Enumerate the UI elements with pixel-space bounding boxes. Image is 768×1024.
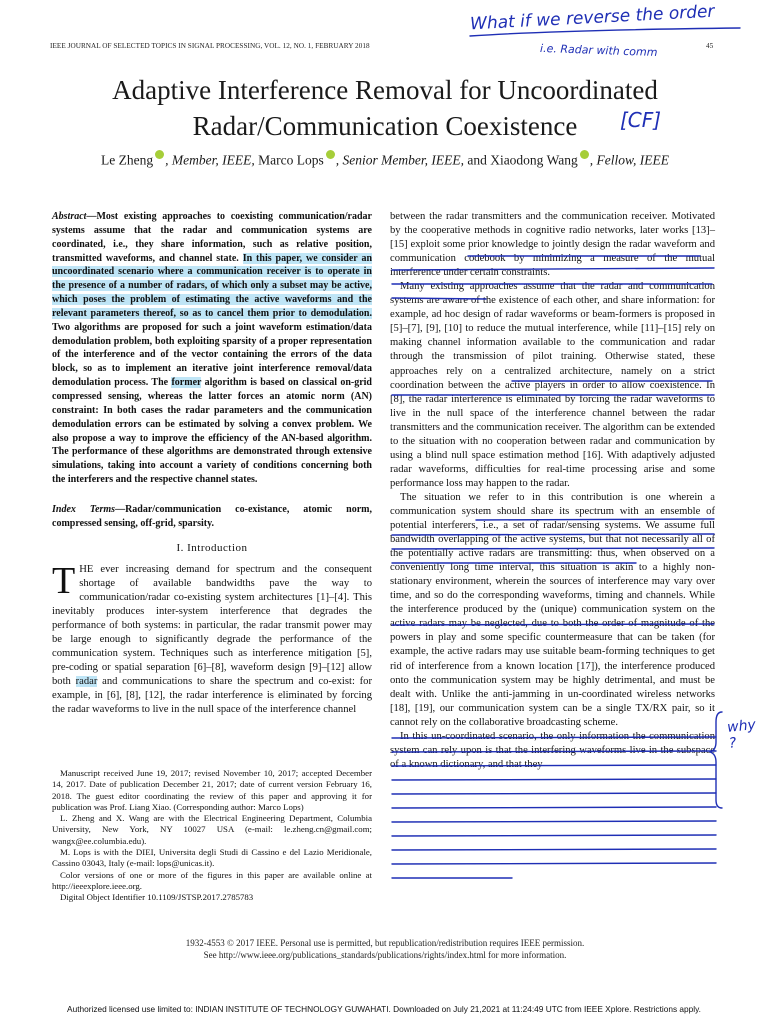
- abstract-highlight-1: In this paper, we consider an uncoordinated scenario where a communication receiver is to operate in the presence of a number of radars, of which only a subset may be active, which poses the problem of estimating the active waveforms and the relevant parameters thereof, so as to cancel them prior to demodulation.: [52, 252, 373, 319]
- author-1-name: Le Zheng: [101, 152, 154, 168]
- section-heading: I. Introduction: [176, 542, 248, 554]
- footnote-affiliation-1: L. Zheng and X. Wang are with the Electrical Engineering Department, Columbia University, New York, NY 10027 USA (e-mail: le.zheng.cn@gmail.com; wangx@ee.columbia.edu).: [52, 813, 372, 846]
- underline-stroke: [392, 821, 716, 822]
- handwritten-note-4: why ?: [726, 716, 757, 752]
- underline-stroke: [392, 793, 716, 794]
- orcid-icon[interactable]: [326, 150, 335, 159]
- author-line: [40, 150, 730, 169]
- author-2-name: Marco Lops: [254, 152, 324, 168]
- intro-text-1: HE ever increasing demand for spectrum and the consequent shortage of available bandwidths pave the way to communication/radar co-existing system architectures [1]–[4]. This inevitably produces inter-system interference that degrades the performance of both systems: in particular, the radar transmit power may be large enough to significantly degrade the performance of the communication system. Techniques such as interference mitigation [5], pre-coding or spatial separation [6]–[8], waveform design [9]–[12] allow both: [52, 564, 372, 688]
- index-terms: [52, 503, 372, 531]
- footnote-received: Manuscript received June 19, 2017; revised November 10, 2017; accepted December 14, 2017. Date of publication December 21, 2017; date of current version February 16, 2018. The guest editor coordinating the review of this paper and approving it for publication was Prof. Liang Xiao. (Corresponding author: Marco Lops): [52, 768, 372, 812]
- orcid-icon[interactable]: [580, 150, 589, 159]
- underline-stroke: [392, 807, 716, 808]
- author-3-name: and Xiaodong Wang: [463, 152, 578, 168]
- abstract-text-1: —Most existing approaches to coexisting communication/radar systems assume that the radar and communication systems are coordinated, i.e., they share information, such as relative position, transmitted waveforms, and channel state.: [52, 211, 372, 264]
- underline-stroke: [392, 863, 716, 864]
- index-terms-text: —Radar/communication co-existance, atomic norm, compressed sensing, off-grid, sparsity.: [52, 504, 372, 529]
- author-1-role: , Member, IEEE,: [165, 152, 255, 168]
- abstract-highlight-2: former: [171, 377, 202, 389]
- paragraph: In this un-coordinated scenario, the only information the communication system can rely upon is that the interfering waveforms live in the subspace of a known dictionary, and that they: [390, 730, 715, 770]
- footnote-color: Color versions of one or more of the figures in this paper are available online at http://ieeexplore.ieee.org.: [52, 869, 372, 891]
- title-line-2: Radar/Communication Coexistence: [192, 111, 578, 141]
- abstract-text-2: Two algorithms are proposed for such a joint waveform estimation/data demodulation problem, both exploiting sparsity of a proper representation of the interference and of the vector containing the errors of the data block, so as to implement an iterative joint interference removal/data demodulation process. The: [52, 321, 372, 389]
- copyright-line-1: 1932-4553 © 2017 IEEE. Personal use is permitted, but republication/redistribution requires IEEE permission.: [185, 938, 585, 948]
- underline-stroke: [392, 849, 716, 850]
- paragraph: The situation we refer to in this contribution is one wherein a communication system should share its spectrum with an ensemble of potential interferers, i.e., a set of radar/sensing systems. We assume full bandwidth overlapping of the active systems, but that not necessarily all of the potentially active radars are transmitting: thus, when observed on a conveniently long time interval, this situation is akin to a highly non-stationary environment, wherein the sources of interference may vary over time, and so do the corresponding waveforms, timing and channels. While the interference produced by the (unique) communication system on the active radars may be neglected, due to both the order of magnitude of the powers in play and some specific countermeasure that can be taken (for example, the active radars may use suitable beam-forming techniques to get rid of interference from a known location [17]), the interference produced onto the communication system may be highly detrimental, and must be dealt with. Unlike the anti-jamming in un-coordinated wireless networks [18], [19], our communication system can be a single TX/RX pair, so it cannot rely on the collaborative broadcasting scheme.: [390, 491, 715, 728]
- handwritten-note-1: What if we reverse the order: [469, 1, 715, 35]
- paragraph: between the radar transmitters and the communication receiver. Motivated by the cooperative methods in cognitive radio networks, later works [13]–[15] exploit some prior knowledge to jointly design the radar waveform and communication codebook by minimizing a measure of the mutual interference under certain constraints.: [390, 211, 715, 279]
- handwritten-note-2: i.e. Radar with comm: [539, 41, 658, 60]
- introduction-text: [52, 560, 372, 718]
- intro-highlight: radar: [75, 676, 98, 688]
- abstract-lead: Abstract: [52, 211, 87, 222]
- running-head: IEEE JOURNAL OF SELECTED TOPICS IN SIGNAL PROCESSING, VOL. 12, NO. 1, FEBRUARY 2018: [50, 42, 370, 50]
- copyright-footer: [40, 937, 730, 961]
- copyright-line-2: See http://www.ieee.org/publications_standards/publications/rights/index.html for more information.: [203, 950, 567, 960]
- paragraph: Many existing approaches assume that the radar and communication systems are aware of the existence of each other, and share information: for example, ad hoc design of radar waveforms or beam-formers is proposed in [5]–[7], [9], [10] to reduce the mutual interference, while [11]–[15] rely on making channel information available to the communication and radar through the transmission of pilot training. Otherwise stated, these approaches rely on a centralized architecture, namely on a strict coordination between the active players in order to allow coexistence. In [8], the radar interference is eliminated by forcing the radar waveforms to live in the null space of the interference channel between the radar transmitters and the communication receiver. The algorithm can be extended to the situation with no cooperation between radar and communication by using a blind null space estimation method [16]. With adaptively adjusted radar waveforms, difficulties for real-time processing arise and some performance loss may happen to the radar.: [390, 281, 715, 489]
- handwritten-note-3: [CF]: [620, 108, 662, 132]
- footnote-doi: Digital Object Identifier 10.1109/JSTSP.2017.2785783: [60, 892, 254, 903]
- title-line-1: Adaptive Interference Removal for Uncoordinated: [112, 75, 658, 105]
- abstract: [52, 210, 372, 487]
- index-terms-lead: Index Terms: [52, 504, 116, 515]
- underline-stroke: [392, 779, 716, 780]
- right-column-text: [390, 210, 715, 772]
- orcid-icon[interactable]: [155, 150, 164, 159]
- page-number: 45: [706, 42, 714, 50]
- intro-text-2: and communications to share the spectrum and co-exist: for example, in [6], [8], [12], the radar interference is eliminated by forcing the radar waveforms to live in the null space of the interference channel: [52, 676, 372, 716]
- license-notice: Authorized licensed use limited to: INDIAN INSTITUTE OF TECHNOLOGY GUWAHATI. Downloaded on July 21,2021 at 11:24:49 UTC from IEEE Xplore. Restrictions apply.: [67, 1004, 701, 1014]
- author-2-role: , Senior Member, IEEE,: [335, 152, 464, 168]
- footnote-affiliation-2: M. Lops is with the DIEI, Universita degli Studi di Cassino e del Lazio Meridionale, Cassino 03043, Italy (e-mail: lops@unicas.it).: [52, 847, 372, 869]
- drop-cap: T: [52, 560, 76, 602]
- abstract-text-3: algorithm is based on classical on-grid compressed sensing, whereas the latter forces an atomic norm (AN) constraint: In both cases the radar parameters and the communication demodulation errors can be estimated by solving a convex problem. We also propose a way to improve the efficiency of the AN-based algorithm. The performance of these algorithms are demonstrated through extensive simulations, taking into account a variety of conditions concerning both the interferers and the respective channel states.: [52, 377, 372, 486]
- footnotes: [52, 768, 372, 904]
- underline-stroke: [392, 835, 716, 836]
- author-3-role: , Fellow, IEEE: [589, 152, 669, 168]
